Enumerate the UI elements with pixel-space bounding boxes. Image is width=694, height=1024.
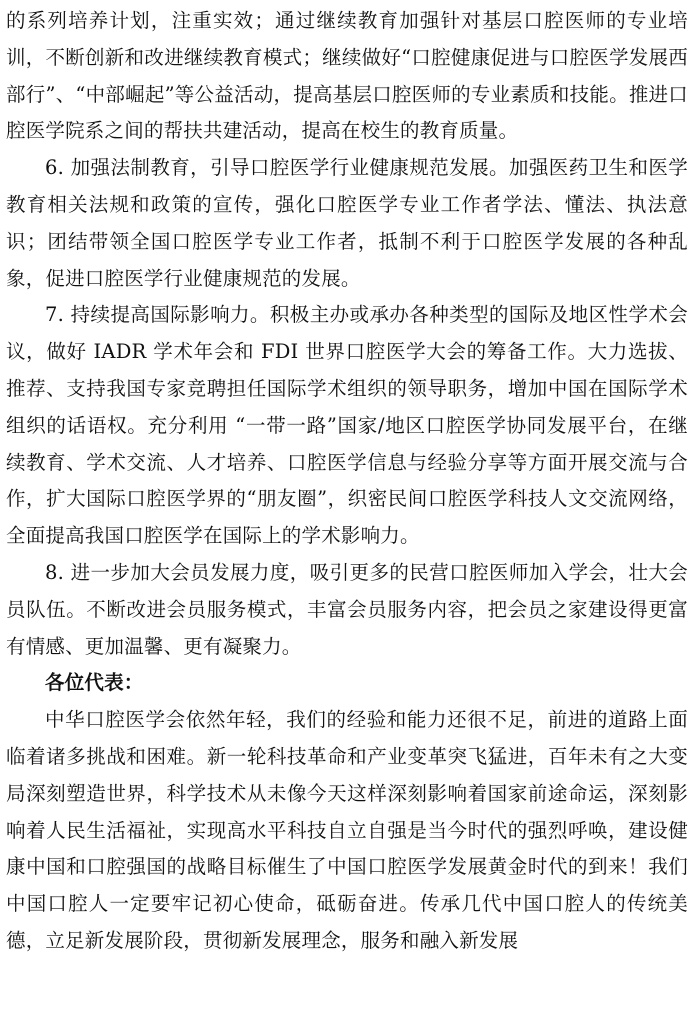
section-heading: 各位代表： <box>45 671 144 695</box>
document-page <box>6 3 688 960</box>
paragraph-item-6: 6. 加强法制教育，引导口腔医学行业健康规范发展。加强医药卫生和医学教育相关法规和政策的宣传，强化口腔医学专业工作者学法、懂法、执法意识；团结带领全国口腔医学专业工作者，抵制不利于口腔医学发展的各种乱象，促进口腔医学行业健康规范的发展。 <box>6 156 688 290</box>
paragraph-closing: 中华口腔医学会依然年轻，我们的经验和能力还很不足，前进的道路上面临着诸多挑战和困难。新一轮科技革命和产业变革突飞猛进，百年未有之大变局深刻塑造世界，科学技术从未像今天这样深刻影响着国家前途命运，深刻影响着人民生活福祉，实现高水平科技自立自强是当今时代的强烈呼唤，建设健康中国和口腔强国的战略目标催生了中国口腔医学发展黄金时代的到来！我们中国口腔人一定要牢记初心使命，砥砺奋进。传承几代中国口腔人的传统美德，立足新发展阶段，贯彻新发展理念，服务和融入新发展 <box>6 708 688 952</box>
paragraph-item-7: 7. 持续提高国际影响力。积极主办或承办各种类型的国际及地区性学术会议，做好 IADR 学术年会和 FDI 世界口腔医学大会的筹备工作。大力选拔、推荐、支持我国专家竞聘担任国际学术组织的领导职务，增加中国在国际学术组织的话语权。充分利用 “一带一路”国家/地区口腔医学协同发展平台，在继续教育、学术交流、人才培养、口腔医学信息与经验分享等方面开展交流与合作，扩大国际口腔医学界的“朋友圈”，织密民间口腔医学科技人文交流网络，全面提高我国口腔医学在国际上的学术影响力。 <box>6 303 688 548</box>
paragraph-item-8: 8. 进一步加大会员发展力度，吸引更多的民营口腔医师加入学会，壮大会员队伍。不断改进会员服务模式，丰富会员服务内容，把会员之家建设得更富有情感、更加温馨、更有凝聚力。 <box>6 560 688 658</box>
paragraph-continuation: 的系列培养计划，注重实效；通过继续教育加强针对基层口腔医师的专业培训，不断创新和改进继续教育模式；继续做好“口腔健康促进与口腔医学发展西部行”、“中部崛起”等公益活动，提高基层口腔医师的专业素质和技能。推进口腔医学院系之间的帮扶共建活动，提高在校生的教育质量。 <box>6 9 688 143</box>
